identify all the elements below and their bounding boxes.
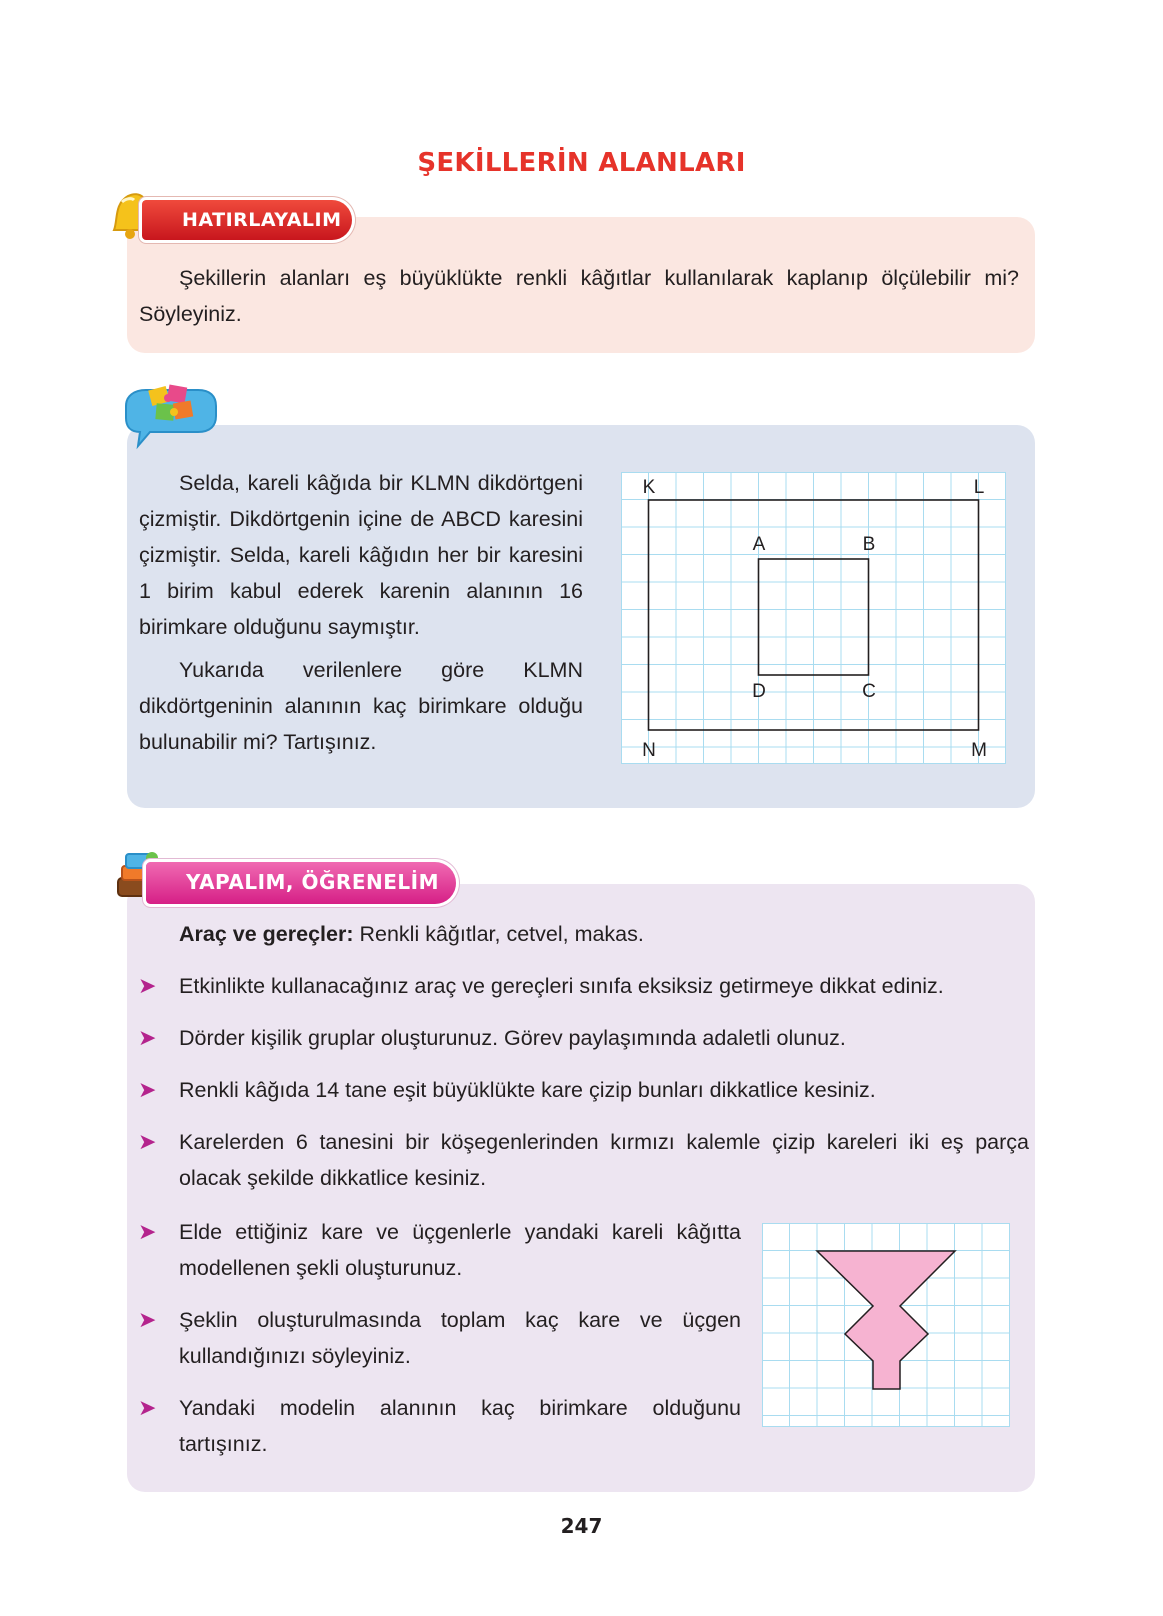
bullet-item — [138, 1124, 1028, 1196]
tools-label: Araç ve gereçler: — [179, 922, 354, 946]
bullet-text: Karelerden 6 tanesini bir köşegenlerinden kırmızı kalemle çizip kareleri iki eş parça olacak şekilde dikkatlice kesiniz. — [179, 1130, 1029, 1190]
label-b: B — [862, 534, 876, 555]
activity-ribbon: YAPALIM, ÖĞRENELİM — [146, 862, 456, 904]
label-n: N — [642, 740, 656, 761]
label-a: A — [752, 534, 766, 555]
remember-ribbon: HATIRLAYALIM — [142, 200, 352, 240]
label-c: C — [862, 681, 876, 702]
label-d: D — [752, 681, 766, 702]
arrow-bullet-icon: ➤ — [138, 1219, 157, 1244]
arrow-bullet-icon: ➤ — [138, 973, 157, 998]
arrow-bullet-icon: ➤ — [138, 1307, 157, 1332]
arrow-bullet-icon: ➤ — [138, 1395, 157, 1420]
problem-paragraph-2: Yukarıda verilenlere göre KLMN dikdörtgeninin alanının kaç birimkare olduğu bulunabilir mi? Tartışınız. — [139, 658, 583, 754]
bullet-text: Şeklin oluşturulmasında toplam kaç kare ve üçgen kullandığınızı söyleyiniz. — [179, 1308, 741, 1368]
bullet-item — [138, 1072, 1028, 1108]
bullet-item — [138, 1020, 1028, 1056]
label-k: K — [642, 477, 656, 498]
bullet-item — [138, 968, 1028, 1004]
bullet-text: Renkli kâğıda 14 tane eşit büyüklükte kare çizip bunları dikkatlice kesiniz. — [179, 1078, 876, 1102]
arrow-bullet-icon: ➤ — [138, 1025, 157, 1050]
rectangle-grid-figure — [621, 472, 1006, 764]
problem-paragraph-1: Selda, kareli kâğıda bir KLMN dikdörtgeni çizmiştir. Dikdörtgenin içine de ABCD karesini çizmiştir. Selda, kareli kâğıdın her bir karesini 1 birim kabul ederek karenin alanının 16 birimkare olduğunu saymıştır. — [139, 471, 583, 639]
arrow-bullet-icon: ➤ — [138, 1129, 157, 1154]
tools-text: Renkli kâğıtlar, cetvel, makas. — [353, 922, 644, 946]
page-number: 247 — [560, 1514, 603, 1538]
bullet-text: Etkinlikte kullanacağınız araç ve gereçleri sınıfa eksiksiz getirmeye dikkat ediniz. — [179, 974, 944, 998]
tools-line — [179, 916, 1019, 952]
bullet-text: Dörder kişilik gruplar oluşturunuz. Görev paylaşımında adaletli olunuz. — [179, 1026, 846, 1050]
model-shape-figure — [762, 1223, 1010, 1427]
remember-text: Şekillerin alanları eş büyüklükte renkli kâğıtlar kullanılarak kaplanıp ölçülebilir mi? Söyleyiniz. — [139, 266, 1019, 326]
bullet-text: Yandaki modelin alanının kaç birimkare olduğunu tartışınız. — [179, 1396, 741, 1456]
label-l: L — [973, 477, 985, 498]
label-m: M — [971, 740, 987, 761]
bullet-text: Elde ettiğiniz kare ve üçgenlerle yandaki kareli kâğıtta modellenen şekli oluşturunuz. — [179, 1220, 741, 1280]
page-title: ŞEKİLLERİN ALANLARI — [417, 148, 746, 178]
puzzle-icon — [116, 380, 220, 454]
arrow-bullet-icon: ➤ — [138, 1077, 157, 1102]
